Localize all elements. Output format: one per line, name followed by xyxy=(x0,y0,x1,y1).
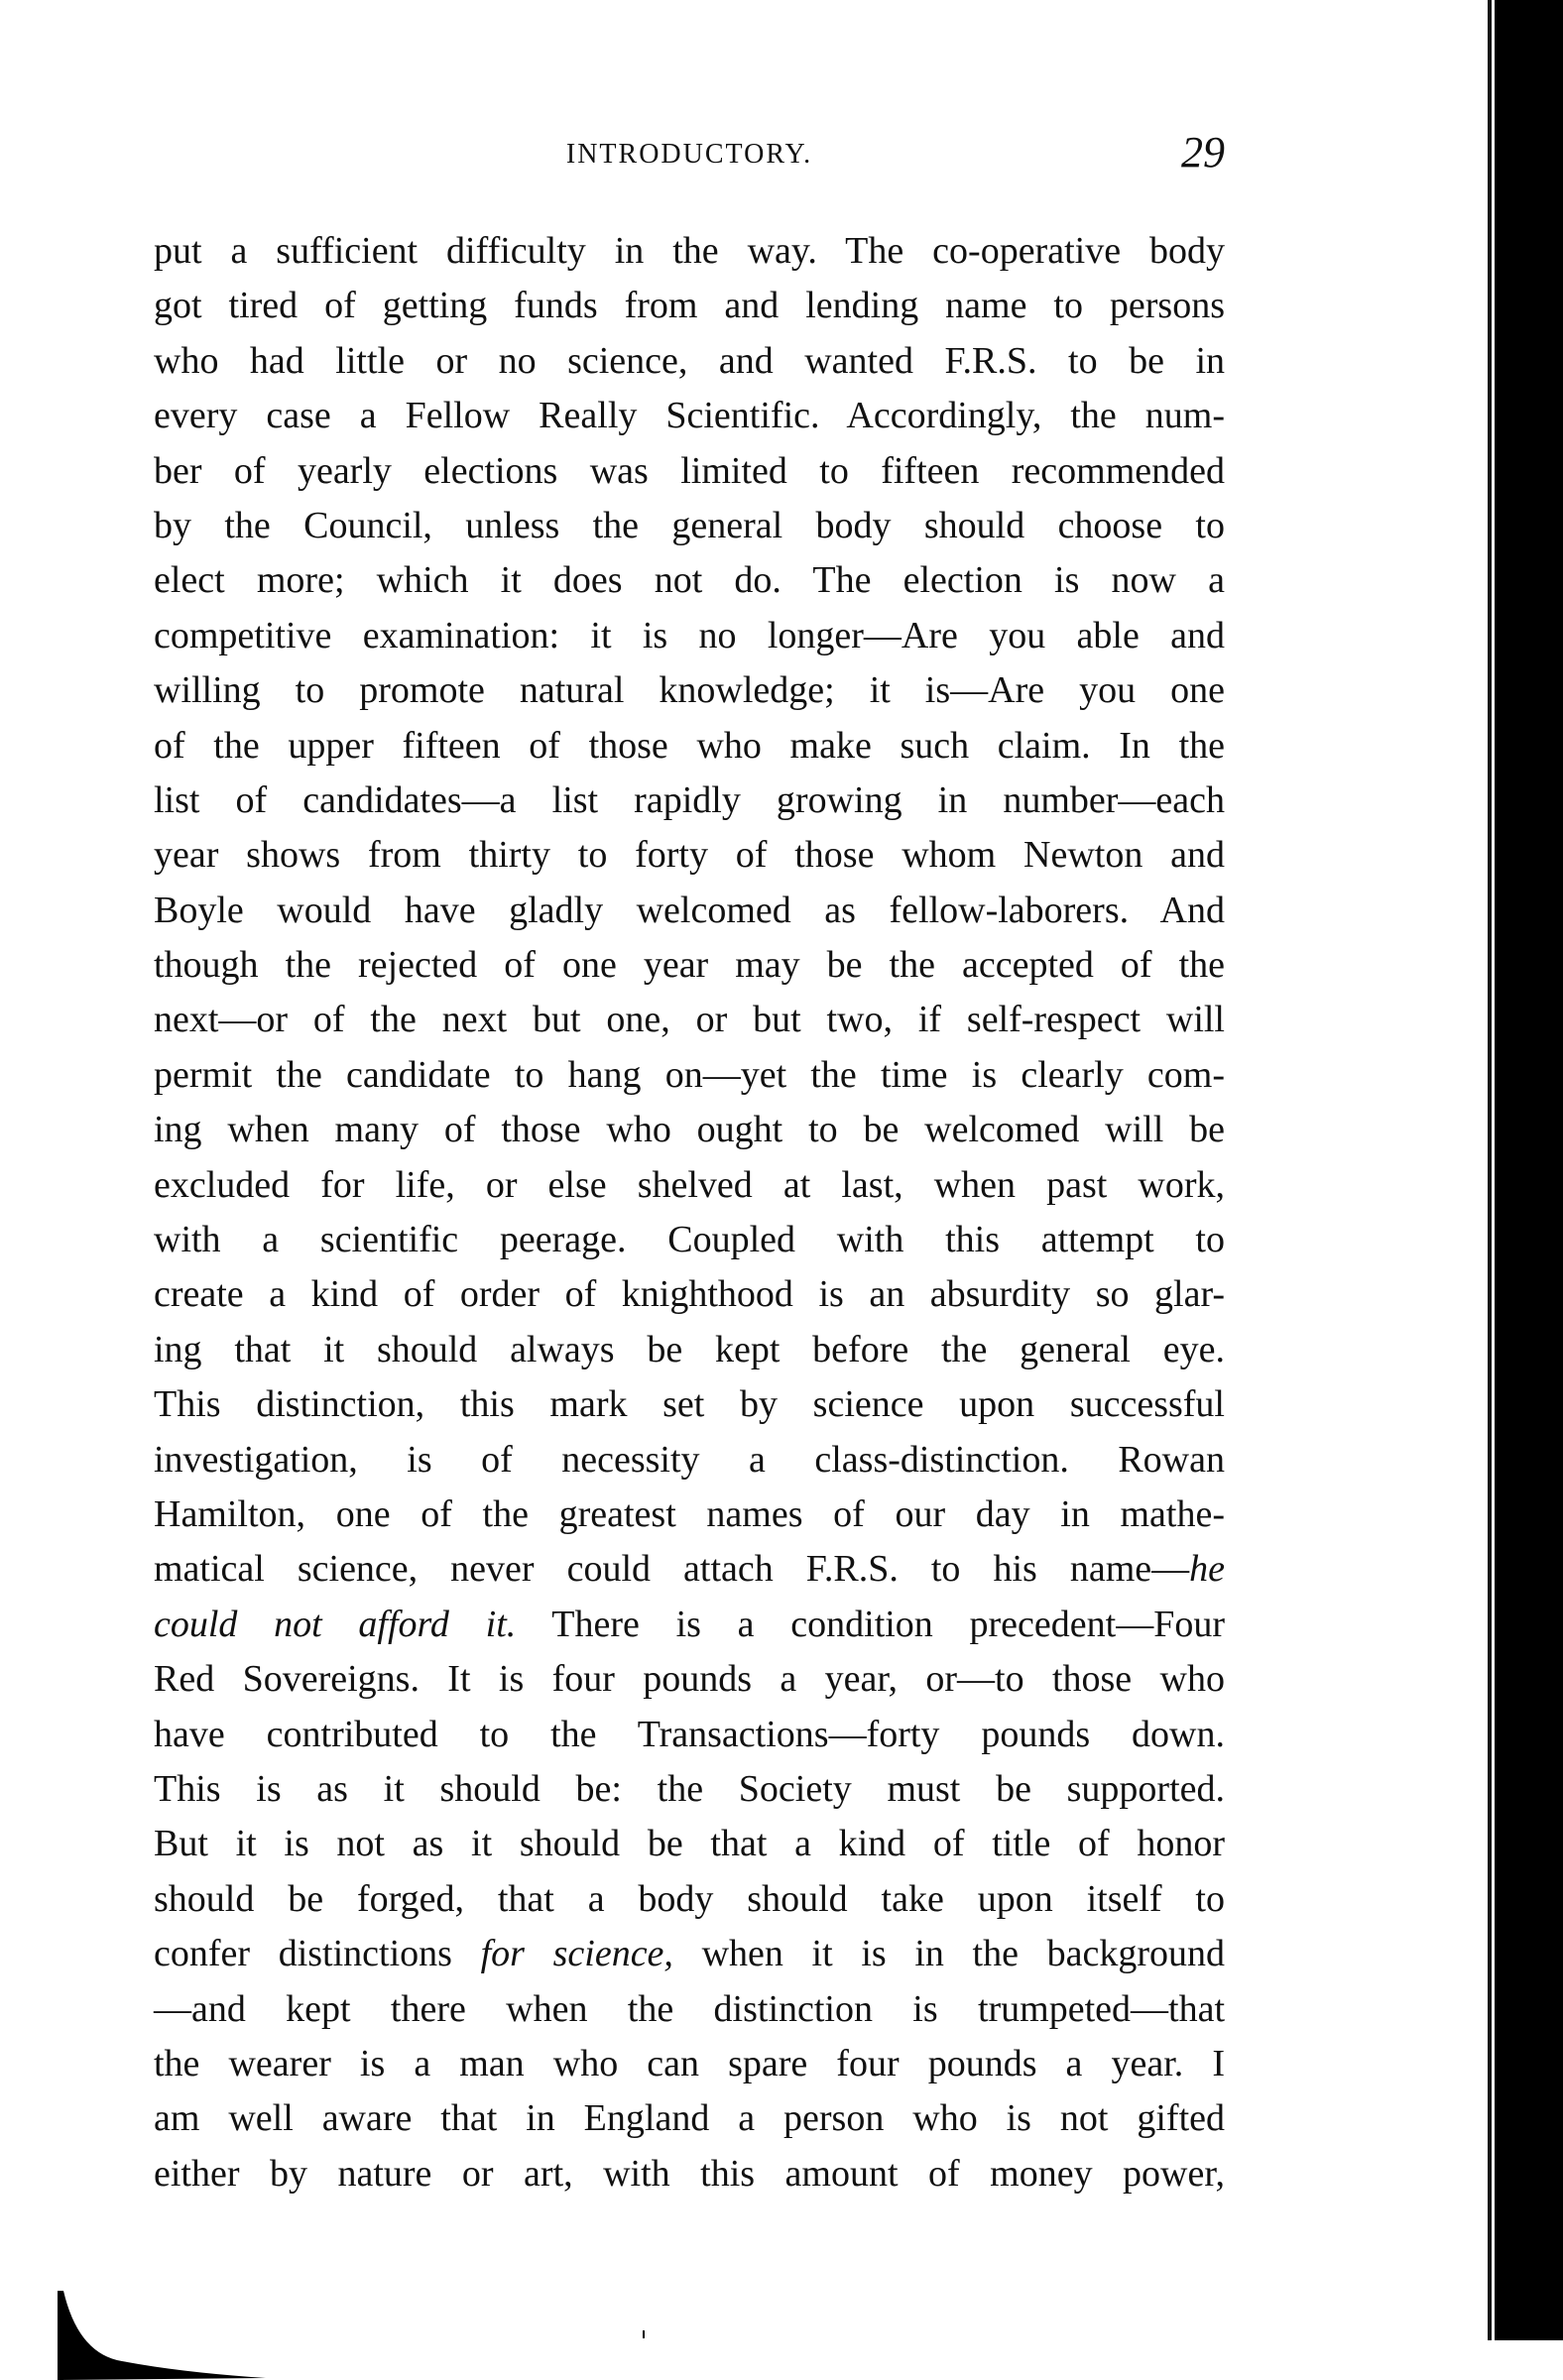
running-head: INTRODUCTORY. xyxy=(565,139,813,170)
text-line: am well aware that in England a person who is not gifted xyxy=(154,2097,1225,2140)
text-line: This distinction, this mark set by science upon successful xyxy=(154,1383,1225,1426)
page-number: 29 xyxy=(1181,128,1225,177)
italic-text: he xyxy=(1189,1548,1225,1591)
text-line: should be forged, that a body should take upon itself to xyxy=(154,1877,1225,1920)
text-line: competitive examination: it is no longer—Are you able and xyxy=(154,614,1225,656)
body-text xyxy=(154,224,1225,2202)
page-header xyxy=(154,127,1225,186)
text-segment: matical science, never could attach F.R.S. to his name— xyxy=(154,1548,1190,1591)
text-line: though the rejected of one year may be the accepted of the xyxy=(154,944,1225,987)
text-line xyxy=(154,1598,1225,1652)
text-line: Hamilton, one of the greatest names of our day in mathe- xyxy=(154,1492,1225,1535)
text-line: —and kept there when the distinction is trumpeted—that xyxy=(154,1987,1225,2030)
text-line: willing to promote natural knowledge; it is—Are you one xyxy=(154,669,1225,712)
text-segment: confer distinctions xyxy=(154,1933,452,1975)
text-line: of the upper fifteen of those who make such claim. In the xyxy=(154,724,1225,767)
text-line: got tired of getting funds from and lending name to persons xyxy=(154,285,1225,327)
text-line: elect more; which it does not do. The election is now a xyxy=(154,559,1225,602)
scan-speck xyxy=(643,2330,645,2338)
text-line: permit the candidate to hang on—yet the time is clearly com- xyxy=(154,1053,1225,1096)
text-line: with a scientific peerage. Coupled with this attempt to xyxy=(154,1219,1225,1261)
text-line xyxy=(154,1927,1225,1981)
text-line: Boyle would have gladly welcomed as fellow-laborers. And xyxy=(154,889,1225,931)
text-line: every case a Fellow Really Scientific. Accordingly, the num- xyxy=(154,395,1225,437)
text-line: list of candidates—a list rapidly growing in number—each xyxy=(154,778,1225,821)
text-line: ing that it should always be kept before the general eye. xyxy=(154,1328,1225,1370)
italic-text: for science, xyxy=(480,1933,673,1975)
text-line: by the Council, unless the general body should choose to xyxy=(154,504,1225,546)
text-line: year shows from thirty to forty of those whom Newton and xyxy=(154,834,1225,877)
italic-text: could not afford it. xyxy=(154,1603,517,1645)
scan-corner-shadow xyxy=(58,2291,276,2380)
text-segment: when it is in the background xyxy=(672,1933,1226,1975)
text-line: Red Sovereigns. It is four pounds a year, or—to those who xyxy=(154,1658,1225,1701)
text-segment: There is a condition precedent—Four xyxy=(516,1603,1225,1645)
text-line: the wearer is a man who can spare four pounds a year. I xyxy=(154,2042,1225,2084)
text-line: But it is not as it should be that a kind of title of honor xyxy=(154,1823,1225,1865)
text-line xyxy=(154,1542,1225,1597)
page-edge-rule xyxy=(1488,0,1492,2340)
text-line: put a sufficient difficulty in the way. The co-operative body xyxy=(154,230,1225,272)
text-line: excluded for life, or else shelved at last, when past work, xyxy=(154,1163,1225,1206)
scan-border xyxy=(1495,0,1563,2340)
text-line: next—or of the next but one, or but two, if self-respect will xyxy=(154,999,1225,1041)
text-line: This is as it should be: the Society must be supported. xyxy=(154,1767,1225,1810)
text-line: investigation, is of necessity a class-distinction. Rowan xyxy=(154,1438,1225,1481)
text-line: either by nature or art, with this amount of money power, xyxy=(154,2152,1225,2195)
text-line: ing when many of those who ought to be welcomed will be xyxy=(154,1109,1225,1151)
text-line: who had little or no science, and wanted F.R.S. to be in xyxy=(154,339,1225,382)
text-line: have contributed to the Transactions—forty pounds down. xyxy=(154,1713,1225,1755)
text-line: create a kind of order of knighthood is an absurdity so glar- xyxy=(154,1273,1225,1316)
text-line: ber of yearly elections was limited to fifteen recommended xyxy=(154,449,1225,492)
